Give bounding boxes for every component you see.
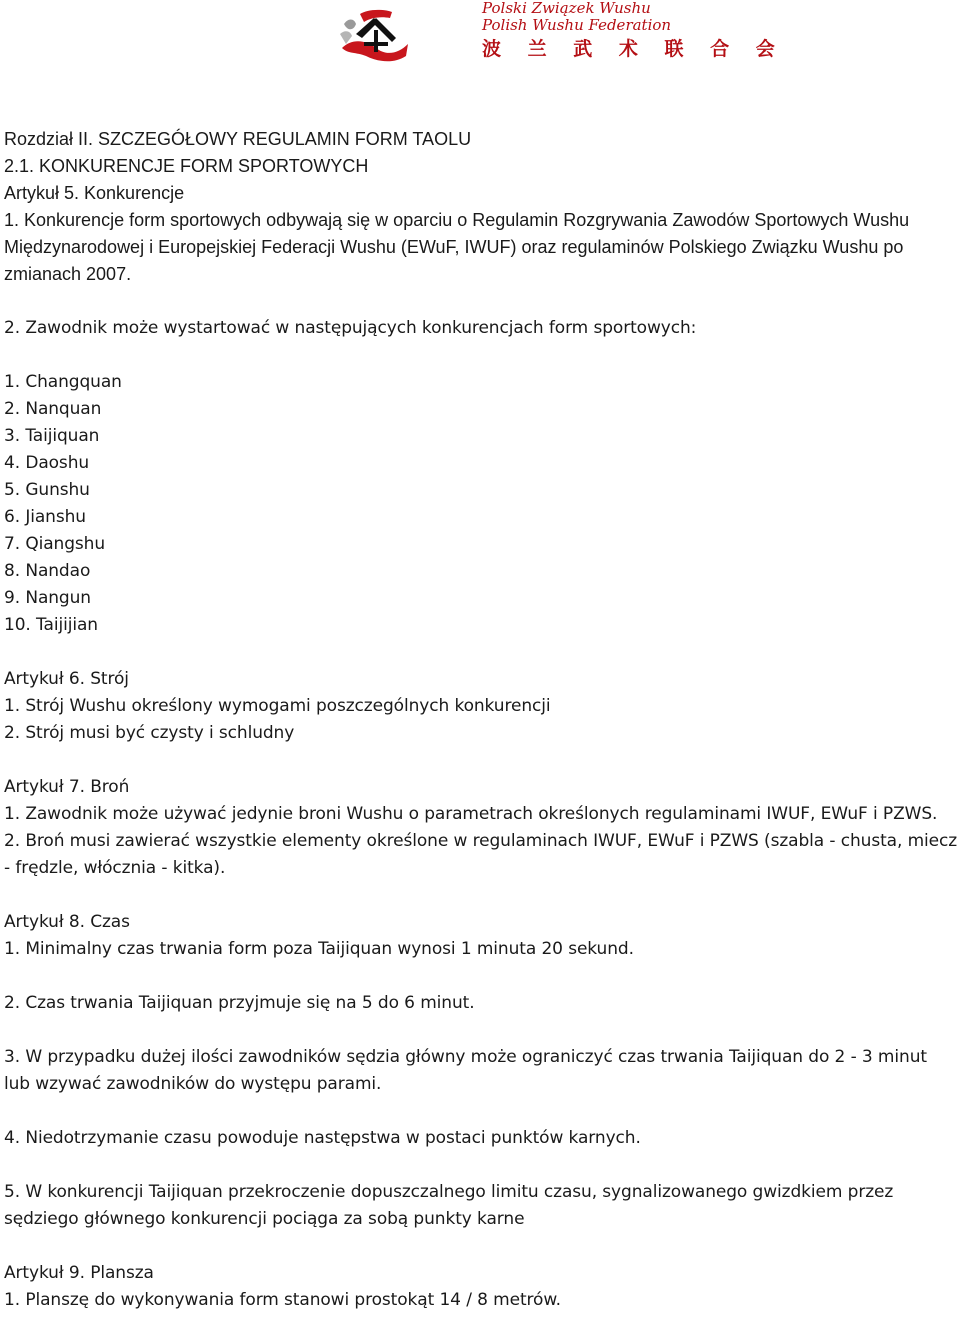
article-6-title: Artykuł 6. Strój (4, 669, 129, 689)
list-item: 1. Changquan (4, 372, 122, 392)
list-item: 5. Gunshu (4, 480, 90, 500)
article-6-paragraph-1: 1. Strój Wushu określony wymogami poszczególnych konkurencji (4, 696, 551, 716)
article-7-paragraph-2: 2. Broń musi zawierać wszystkie elementy określone w regulaminach IWUF, EWuF i PZWS (szabla - chusta, miecz - frędzle, włócznia - kitka). (4, 831, 958, 878)
article-5-title: Artykuł 5. Konkurencje (4, 183, 185, 203)
chapter-title: Rozdział II. SZCZEGÓŁOWY REGULAMIN FORM TAOLU (4, 129, 472, 149)
page-header (0, 0, 960, 100)
competition-list (4, 369, 958, 639)
logo-name-english: Polish Wushu Federation (482, 16, 672, 34)
document-body (4, 126, 958, 1314)
logo-name-chinese: 波 兰 武 术 联 合 会 (482, 38, 785, 60)
article-9-title: Artykuł 9. Plansza (4, 1263, 154, 1283)
article-5-paragraph-1: 1. Konkurencje form sportowych odbywają się w oparciu o Regulamin Rozgrywania Zawodów Sportowych Wushu Międzynarodowej i Europejskiej Federacji Wushu (EWuF, IWUF) oraz regulaminów Polskiego Związku Wushu po zmianach 2007. (4, 210, 910, 284)
article-7-paragraph-1: 1. Zawodnik może używać jedynie broni Wushu o parametrach określonych regulaminami IWUF, EWuF i PZWS. (4, 804, 938, 824)
article-5-paragraph-2: 2. Zawodnik może wystartować w następujących konkurencjach form sportowych: (4, 318, 697, 338)
article-6-paragraph-2: 2. Strój musi być czysty i schludny (4, 723, 295, 743)
article-8-paragraph-1: 1. Minimalny czas trwania form poza Taijiquan wynosi 1 minuta 20 sekund. (4, 939, 634, 959)
section-title: 2.1. KONKURENCJE FORM SPORTOWYCH (4, 156, 369, 176)
federation-logo-icon (336, 4, 412, 64)
article-8-paragraph-4: 4. Niedotrzymanie czasu powoduje następstwa w postaci punktów karnych. (4, 1128, 641, 1148)
article-8-paragraph-5: 5. W konkurencji Taijiquan przekroczenie dopuszczalnego limitu czasu, sygnalizowanego gwizdkiem przez sędziego głównego konkurencji pociąga za sobą punkty karne (4, 1182, 894, 1229)
list-item: 6. Jianshu (4, 507, 86, 527)
article-8-title: Artykuł 8. Czas (4, 912, 130, 932)
article-9-paragraph-1: 1. Planszę do wykonywania form stanowi prostokąt 14 / 8 metrów. (4, 1290, 561, 1310)
article-8-paragraph-2: 2. Czas trwania Taijiquan przyjmuje się na 5 do 6 minut. (4, 993, 475, 1013)
list-item: 3. Taijiquan (4, 426, 100, 446)
list-item: 9. Nangun (4, 588, 91, 608)
article-7-title: Artykuł 7. Broń (4, 777, 130, 797)
list-item: 2. Nanquan (4, 399, 102, 419)
federation-logo-text (482, 0, 785, 62)
list-item: 7. Qiangshu (4, 534, 106, 554)
article-8-paragraph-3: 3. W przypadku dużej ilości zawodników sędzia główny może ograniczyć czas trwania Taijiquan do 2 - 3 minut lub wzywać zawodników do występu parami. (4, 1047, 927, 1094)
list-item: 10. Taijijian (4, 615, 98, 635)
list-item: 4. Daoshu (4, 453, 90, 473)
logo-name-polish: Polski Związek Wushu (482, 0, 651, 17)
list-item: 8. Nandao (4, 561, 91, 581)
